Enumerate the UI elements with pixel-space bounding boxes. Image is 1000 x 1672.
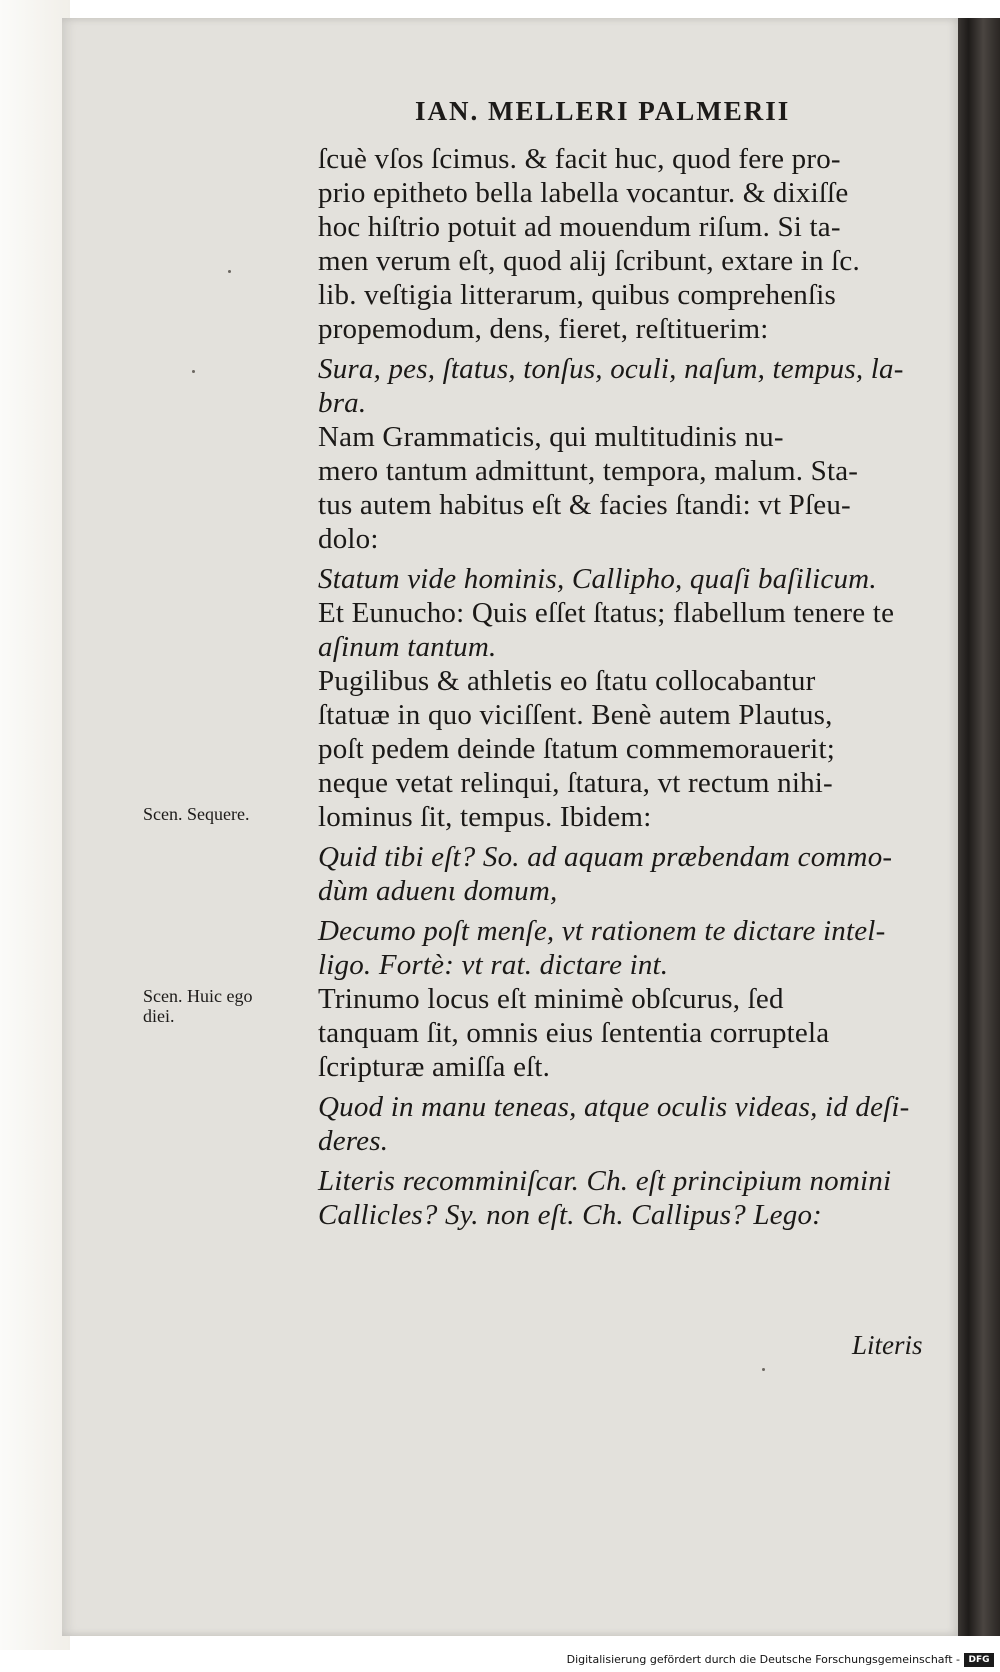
margin-note-line: Scen. Sequere.	[143, 804, 250, 824]
text-line: tus autem habitus eſt & facies ſtandi: vt Pſeu-	[318, 489, 851, 521]
margin-note-line: diei.	[143, 1006, 175, 1026]
text-line: aſinum tantum.	[318, 631, 497, 663]
text-line: bra.	[318, 387, 367, 419]
footer-credit: Digitalisierung gefördert durch die Deutsche Forschungsgemeinschaft -	[566, 1653, 960, 1666]
dfg-logo: DFG	[964, 1653, 994, 1667]
paper-speck	[762, 1368, 765, 1371]
text-line: deres.	[318, 1125, 389, 1157]
text-line: Statum vide hominis, Callipho, quaſi baſilicum.	[318, 563, 877, 595]
text-line: mero tantum admittunt, tempora, malum. Sta-	[318, 455, 859, 487]
text-line: propemodum, dens, fieret, reſtituerim:	[318, 313, 769, 345]
margin-note	[143, 986, 252, 1026]
text-line: dolo:	[318, 523, 379, 555]
catchword: Literis	[852, 1330, 923, 1360]
text-line: Decumo poſt menſe, vt rationem te dictare intel-	[318, 915, 886, 947]
text-line: Callicles? Sy. non eſt. Ch. Callipus? Lego:	[318, 1199, 823, 1231]
text-line: hoc hiſtrio potuit ad mouendum riſum. Si ta-	[318, 211, 841, 243]
text-line: lib. veſtigia litterarum, quibus comprehenſis	[318, 279, 837, 311]
paper-speck	[228, 270, 231, 273]
text-line: Trinumo locus eſt minimè obſcurus, ſed	[318, 983, 784, 1015]
text-line: ligo. Fortè: vt rat. dictare int.	[318, 949, 669, 981]
text-line: Quid tibi eſt? So. ad aquam præbendam commo-	[318, 841, 893, 873]
margin-note-line: Scen. Huic ego	[143, 986, 253, 1006]
text-line: tanquam ſit, omnis eius ſententia corruptela	[318, 1017, 830, 1049]
text-line: Sura, pes, ſtatus, tonſus, oculi, naſum, tempus, la-	[318, 353, 904, 385]
text-line: Et Eunucho: Quis eſſet ſtatus; flabellum tenere te	[318, 597, 895, 629]
text-line: Nam Grammaticis, qui multitudinis nu-	[318, 421, 784, 453]
text-line: ſcuè vſos ſcimus. & facit huc, quod fere pro-	[318, 143, 841, 175]
text-line: Pugilibus & athletis eo ſtatu collocabantur	[318, 665, 816, 697]
text-line: Literis recomminiſcar. Ch. eſt principium nomini	[318, 1165, 892, 1197]
running-head: IAN. MELLERI PALMERII	[415, 96, 791, 126]
text-line: ſtatuæ in quo viciſſent. Benè autem Plautus,	[318, 699, 833, 731]
text-line: men verum eſt, quod alij ſcribunt, extare in ſc.	[318, 245, 860, 277]
text-line: poſt pedem deinde ſtatum commemorauerit;	[318, 733, 835, 765]
text-line: neque vetat relinqui, ſtatura, vt rectum nihi-	[318, 767, 833, 799]
text-line: lominus ſit, tempus. Ibidem:	[318, 801, 652, 833]
paper-speck	[192, 370, 195, 373]
text-line: ſcripturæ amiſſa eſt.	[318, 1051, 551, 1083]
text-line: prio epitheto bella labella vocantur. & dixiſſe	[318, 177, 849, 209]
margin-note	[143, 804, 249, 824]
text-line: Quod in manu teneas, atque oculis videas, id deſi-	[318, 1091, 910, 1123]
text-line: dùm aduenι domum,	[318, 875, 558, 907]
